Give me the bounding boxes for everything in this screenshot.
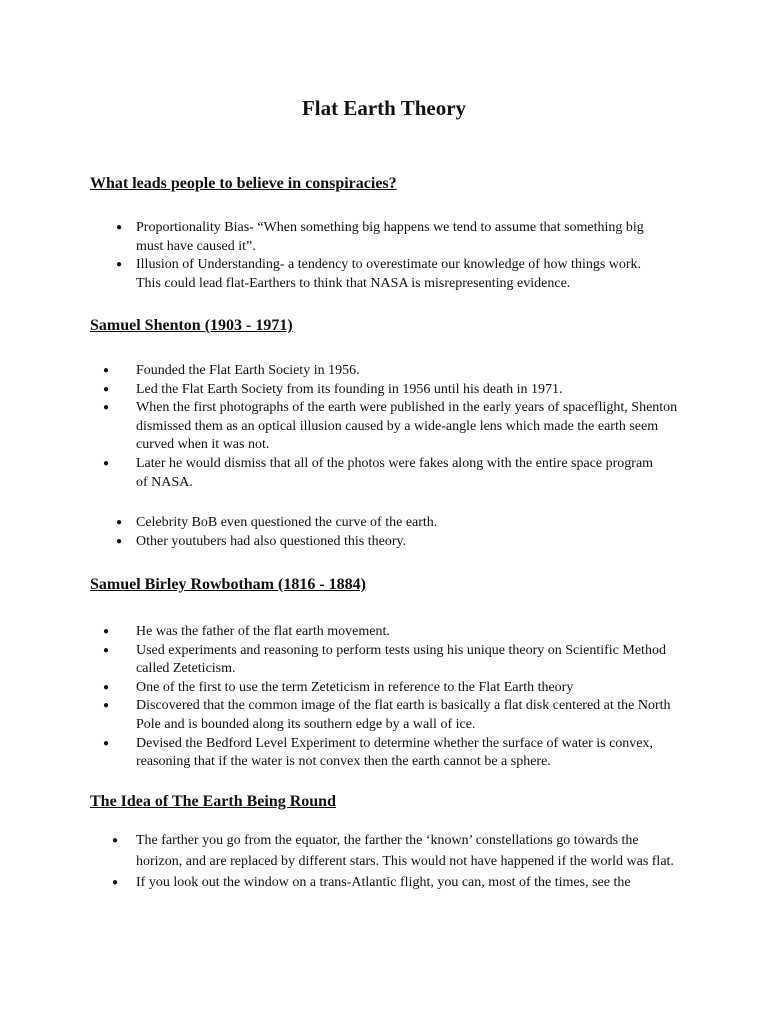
list-item-text: The farther you go from the equator, the farther the ‘known’ constellations go towards the horizon, and are replaced by different stars. This would not have happened if the world was flat.	[136, 833, 674, 869]
list-item	[0, 872, 768, 893]
list-item-text: Other youtubers had also questioned this theory.	[136, 533, 407, 549]
list-item	[0, 455, 768, 492]
bullet-icon: ●	[103, 737, 110, 749]
bullet-icon: ●	[103, 681, 110, 693]
section-heading-round-earth: The Idea of The Earth Being Round	[90, 793, 336, 810]
list-item	[0, 623, 768, 642]
list-item-text: Devised the Bedford Level Experiment to determine whether the surface of water is convex, reasoning that if the water is not convex then the earth cannot be a sphere.	[136, 735, 654, 770]
list-item-text: Illusion of Understanding- a tendency to overestimate our knowledge of how things work. This could lead flat-Earthers to think that NASA is misrepresenting evidence.	[136, 257, 642, 291]
list-item-text: Led the Flat Earth Society from its founding in 1956 until his death in 1971.	[136, 381, 563, 397]
list-item-text: Proportionality Bias- “When something big happens we tend to assume that something big must have caused it”.	[136, 220, 644, 254]
list-item	[0, 642, 768, 679]
bullet-list-shenton-extra	[0, 514, 768, 551]
bullet-icon: ●	[103, 700, 110, 712]
bullet-icon: ●	[116, 222, 123, 233]
list-item-text: Founded the Flat Earth Society in 1956.	[136, 363, 360, 378]
list-item	[0, 399, 768, 455]
section-heading-rowbotham: Samuel Birley Rowbotham (1816 - 1884)	[90, 576, 366, 593]
list-item	[0, 830, 768, 872]
list-item-text: When the first photographs of the earth were published in the early years of spaceflight, Shenton dismissed them as an optical illusion caused by a wide-angle lens which made the earth seem curved when it was not.	[136, 400, 678, 453]
list-item-text: Celebrity BoB even questioned the curve of the earth.	[136, 515, 438, 530]
bullet-list-conspiracies	[0, 219, 768, 293]
bullet-icon: ●	[103, 457, 110, 469]
list-item	[0, 381, 768, 400]
list-item	[0, 219, 768, 256]
list-item-text: He was the father of the flat earth movement.	[136, 624, 390, 639]
bullet-icon: ●	[103, 626, 110, 637]
bullet-icon: ●	[116, 517, 123, 528]
bullet-icon: ●	[116, 535, 123, 547]
bullet-list-shenton	[0, 362, 768, 492]
document-title: Flat Earth Theory	[301, 96, 467, 120]
list-item	[0, 735, 768, 772]
list-item	[0, 514, 768, 533]
list-item-text: Discovered that the common image of the flat earth is basically a flat disk centered at the North Pole and is bounded along its southern edge by a wall of ice.	[136, 698, 671, 732]
list-item	[0, 679, 768, 698]
section-heading-conspiracies: What leads people to believe in conspiracies?	[90, 175, 397, 192]
list-item-text: Later he would dismiss that all of the photos were fakes along with the entire space program of NASA.	[136, 455, 654, 490]
bullet-list-rowbotham	[0, 623, 768, 772]
list-item	[0, 362, 768, 381]
bullet-icon: ●	[112, 877, 119, 888]
list-item-text: If you look out the window on a trans-Atlantic flight, you can, most of the times, see the	[136, 875, 631, 890]
section-heading-shenton: Samuel Shenton (1903 - 1971)	[90, 317, 293, 334]
list-item	[0, 256, 768, 293]
bullet-list-round-earth	[0, 830, 768, 893]
list-item-text: Used experiments and reasoning to perform tests using his unique theory on Scientific Method called Zeteticism.	[136, 642, 666, 677]
bullet-icon: ●	[112, 835, 119, 846]
bullet-icon: ●	[103, 644, 110, 656]
bullet-icon: ●	[116, 259, 123, 271]
list-item	[0, 533, 768, 552]
list-item-text: One of the first to use the term Zeteticism in reference to the Flat Earth theory	[136, 679, 574, 695]
bullet-icon: ●	[103, 365, 110, 376]
bullet-icon: ●	[103, 383, 110, 395]
list-item	[0, 697, 768, 734]
bullet-icon: ●	[103, 402, 110, 414]
